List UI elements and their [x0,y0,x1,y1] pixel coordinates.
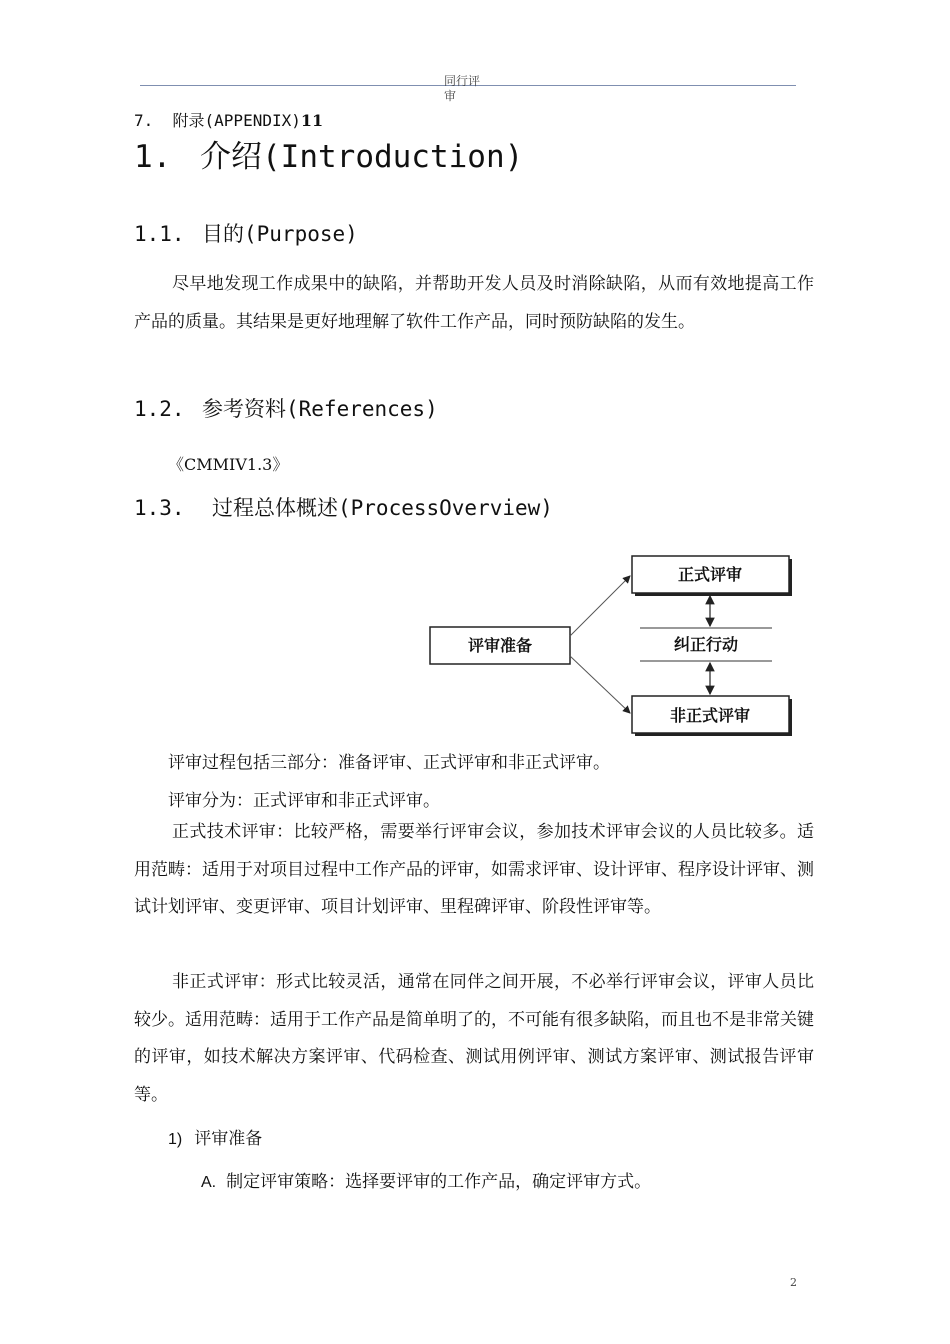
toc-entry[interactable] [134,108,323,131]
arrow-prep-to-informal [570,656,630,713]
heading-number: 1.2. [134,397,185,421]
list-item-1 [168,1127,262,1152]
overview-paragraph-1: 评审过程包括三部分：准备评审、正式评审和非正式评审。 [168,753,610,773]
list-marker: A. [201,1174,217,1191]
toc-number: 7. [134,111,154,130]
heading-title: 参考资料(References) [202,397,438,421]
toc-page: 11 [300,111,324,130]
list-marker: 1) [168,1131,183,1148]
page-number: 2 [790,1276,797,1289]
arrow-prep-to-formal [570,576,630,636]
heading-title: 过程总体概述(ProcessOverview) [212,496,553,520]
heading-number: 1.1. [134,222,185,246]
heading-number: 1. [134,139,172,175]
list-text: 评审准备 [194,1129,263,1149]
heading-references [134,395,438,423]
toc-label: 附录(APPENDIX) [172,111,301,130]
reference-item: 《CMMIV1.3》 [168,455,289,474]
label-review-prep: 评审准备 [467,636,533,655]
overview-paragraph-2: 评审分为：正式评审和非正式评审。 [168,791,440,811]
heading-title: 目的(Purpose) [202,222,358,246]
heading-purpose [134,220,358,248]
running-header: 同行评审 [444,74,481,103]
list-text: 制定评审策略：选择要评审的工作产品，确定评审方式。 [226,1172,652,1192]
heading-introduction [134,137,523,177]
heading-title: 介绍(Introduction) [200,139,524,175]
purpose-paragraph: 尽早地发现工作成果中的缺陷，并帮助开发人员及时消除缺陷，从而有效地提高工作产品的质量。其结果是更好地理解了软件工作产品，同时预防缺陷的发生。 [134,274,814,332]
label-corrective-action: 纠正行动 [673,635,739,654]
formal-review-paragraph: 正式技术评审：比较严格，需要举行评审会议，参加技术评审会议的人员比较多。适用范畴：适用于对项目过程中工作产品的评审，如需求评审、设计评审、程序设计评审、测试计划评审、变更评审、项目计划评审、里程碑评审、阶段性评审等。 [134,822,814,917]
informal-review-paragraph: 非正式评审：形式比较灵活，通常在同伴之间开展，不必举行评审会议，评审人员比较少。适用范畴：适用于工作产品是简单明了的，不可能有很多缺陷，而且也不是非常关键的评审，如技术解决方案评审、代码检查、测试用例评审、测试方案评审、测试报告评审等。 [134,972,814,1105]
heading-process-overview [134,494,553,522]
label-formal-review: 正式评审 [677,565,743,584]
process-diagram [428,550,798,740]
label-informal-review: 非正式评审 [669,706,751,725]
list-item-a [201,1170,651,1195]
heading-number: 1.3. [134,496,185,520]
